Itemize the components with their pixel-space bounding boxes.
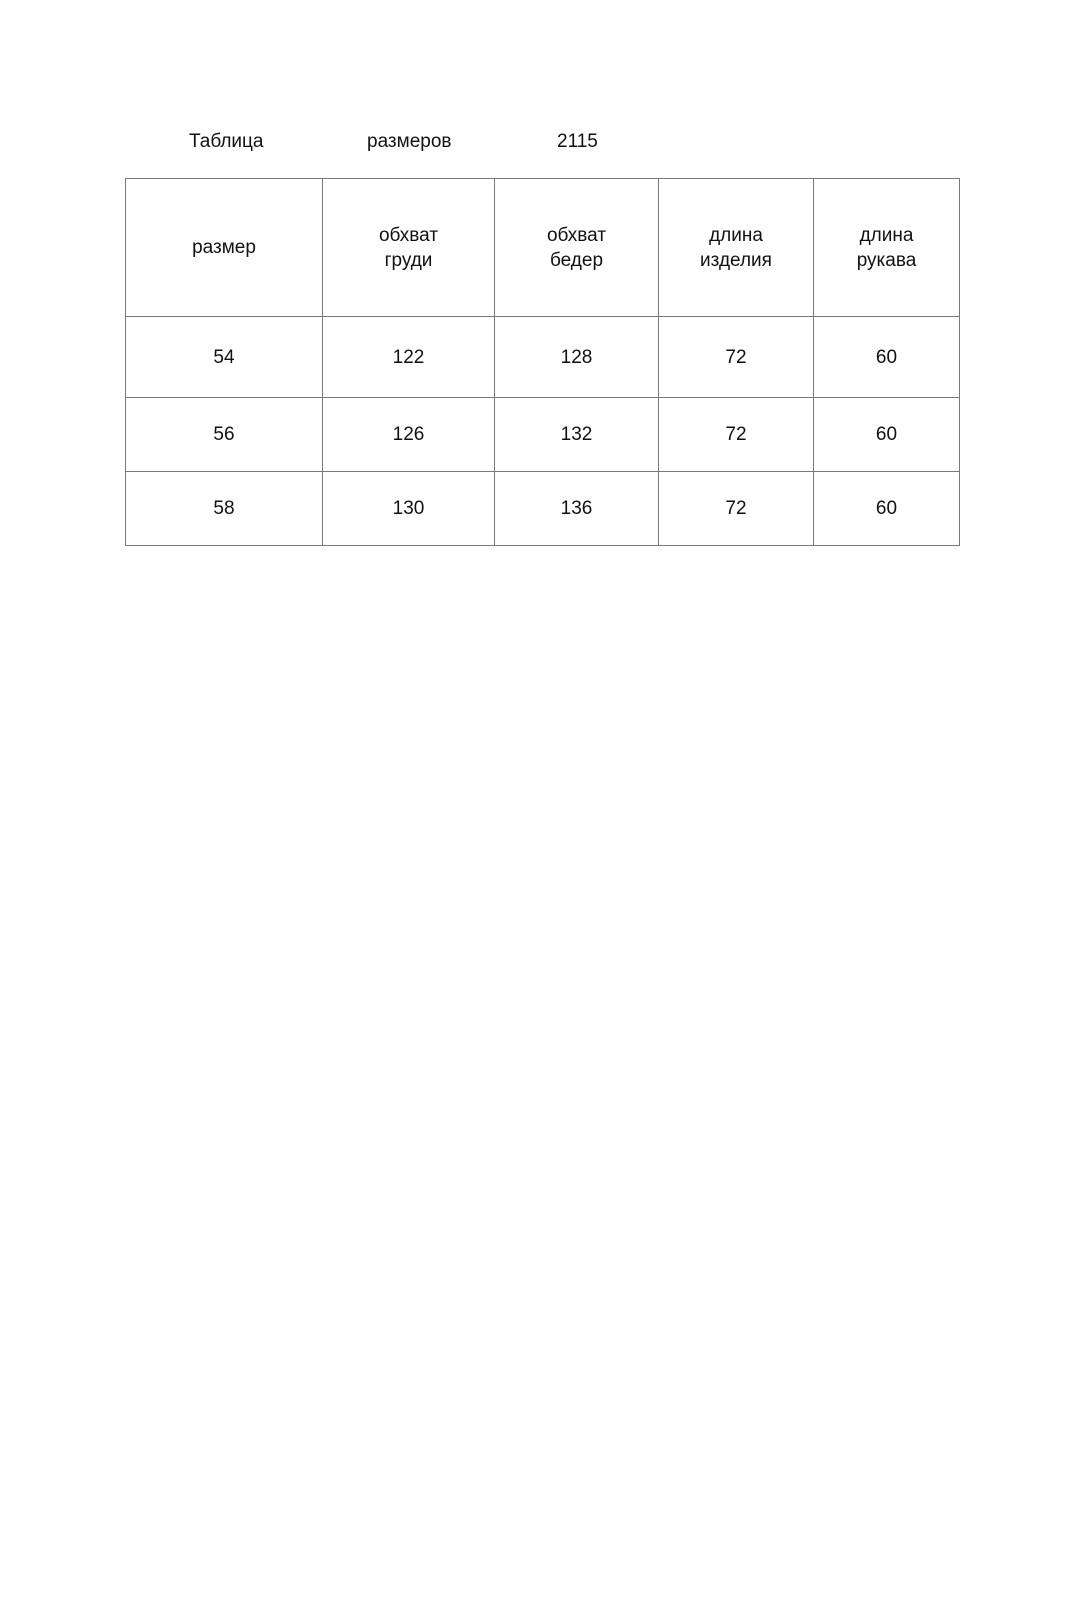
cell-sleeve: 60 bbox=[814, 472, 960, 546]
header-length-line-2: изделия bbox=[700, 249, 772, 271]
header-size bbox=[126, 179, 323, 317]
header-hips-line-2: бедер bbox=[549, 249, 604, 271]
cell-size: 56 bbox=[126, 398, 323, 472]
header-length bbox=[659, 179, 814, 317]
header-sleeve-line-1: длина bbox=[859, 224, 914, 246]
header-length-line-1: длина bbox=[709, 224, 763, 246]
table-header-row bbox=[126, 179, 960, 317]
cell-size: 58 bbox=[126, 472, 323, 546]
header-chest-line-2: груди bbox=[384, 249, 433, 271]
header-hips bbox=[495, 179, 659, 317]
header-sleeve bbox=[814, 179, 960, 317]
cell-length: 72 bbox=[659, 472, 814, 546]
cell-hips: 132 bbox=[495, 398, 659, 472]
header-chest bbox=[323, 179, 495, 317]
header-size-line-1: размер bbox=[192, 237, 256, 258]
cell-sleeve: 60 bbox=[814, 317, 960, 398]
cell-size: 54 bbox=[126, 317, 323, 398]
table-row bbox=[126, 398, 960, 472]
cell-chest: 126 bbox=[323, 398, 495, 472]
cell-length: 72 bbox=[659, 398, 814, 472]
cell-sleeve: 60 bbox=[814, 398, 960, 472]
title-word-sizes: размеров bbox=[367, 131, 452, 152]
table-row bbox=[126, 317, 960, 398]
table-row bbox=[126, 472, 960, 546]
header-hips-line-1: обхват bbox=[546, 224, 607, 246]
header-sleeve-line-2: рукава bbox=[856, 249, 917, 271]
cell-chest: 130 bbox=[323, 472, 495, 546]
title-model-number: 2115 bbox=[557, 131, 598, 152]
size-table bbox=[125, 178, 960, 546]
title-word-table: Таблица bbox=[189, 131, 264, 152]
cell-length: 72 bbox=[659, 317, 814, 398]
header-chest-line-1: обхват bbox=[378, 224, 439, 246]
cell-hips: 128 bbox=[495, 317, 659, 398]
cell-chest: 122 bbox=[323, 317, 495, 398]
cell-hips: 136 bbox=[495, 472, 659, 546]
